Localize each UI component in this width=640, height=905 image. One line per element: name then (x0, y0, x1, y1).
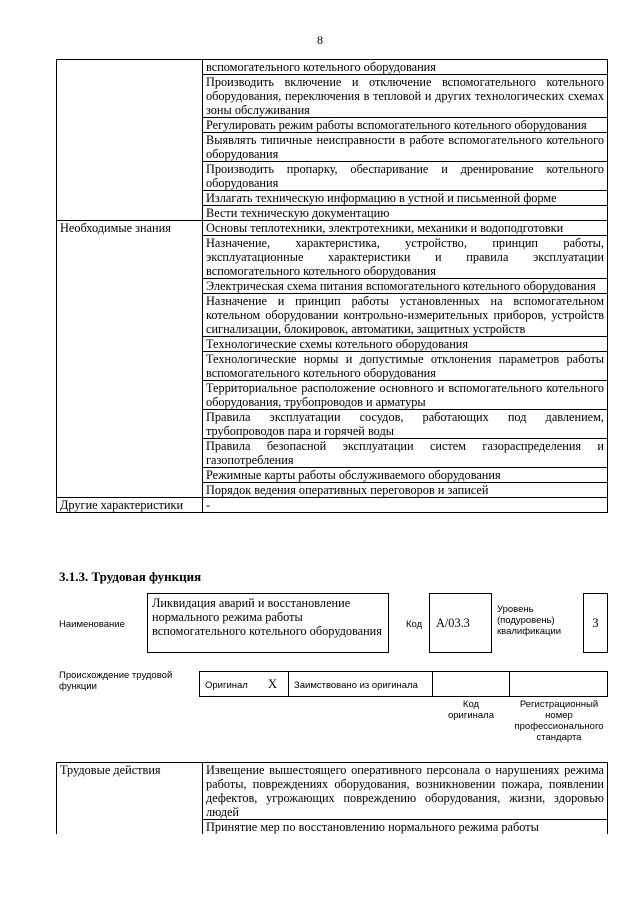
table-row (57, 763, 608, 820)
skills-row: Излагать техническую информацию в устной и письменной форме (203, 191, 608, 206)
reg-number-caption: Регистрационный номер профессионального стандарта (514, 699, 604, 743)
reg-number-cell (509, 671, 608, 697)
code-label: Код (406, 619, 423, 630)
skills-row: вспомогательного котельного оборудования (203, 60, 608, 75)
page-number: 8 (317, 33, 323, 47)
skills-row: Производить включение и отключение вспомогательного котельного оборудования, переключения в тепловой и других технологических схемах зоны обслуживания (203, 75, 608, 118)
code-value: A/03.3 (429, 593, 492, 653)
knowledge-row: Порядок ведения оперативных переговоров и записей (203, 483, 608, 498)
original-mark: X (268, 677, 278, 691)
original-label: Оригинал (205, 680, 248, 691)
action-row: Извещение вышестоящего оперативного персонала о нарушениях режима работы, повреждениях оборудования, возникновении пожара, появлении дефектов, угрожающих повреждению оборудования, жизни, здоровью людей (203, 763, 608, 820)
actions-table (56, 762, 608, 834)
knowledge-row: Технологические схемы котельного оборудования (203, 337, 608, 352)
name-label: Наименование (59, 619, 125, 630)
level-value: 3 (583, 593, 608, 653)
knowledge-label: Необходимые знания (57, 221, 203, 498)
skills-label-cell (57, 60, 203, 221)
actions-label: Трудовые действия (57, 763, 203, 835)
other-value: - (203, 498, 608, 513)
skills-row: Выявлять типичные неисправности в работе вспомогательного котельного оборудования (203, 133, 608, 162)
origin-label: Происхождение трудовой функции (59, 670, 173, 692)
section-title: 3.1.3. Трудовая функция (59, 569, 202, 584)
knowledge-row: Основы теплотехники, электротехники, механики и водоподготовки (203, 221, 608, 236)
table-row (57, 498, 608, 513)
skills-row: Вести техническую документацию (203, 206, 608, 221)
functions-table (56, 59, 608, 513)
skills-row: Производить пропарку, обеспаривание и дренирование котельного оборудования (203, 162, 608, 191)
borrowed-label: Заимствовано из оригинала (294, 680, 418, 691)
action-row: Принятие мер по восстановлению нормального режима работы (203, 820, 608, 835)
other-label: Другие характеристики (57, 498, 203, 513)
knowledge-row: Правила безопасной эксплуатации систем газораспределения и газопотребления (203, 439, 608, 468)
knowledge-row: Технологические нормы и допустимые отклонения параметров работы вспомогательного котельного оборудования (203, 352, 608, 381)
level-label: Уровень (подуровень) квалификации (497, 604, 562, 637)
knowledge-row: Назначение, характеристика, устройство, принцип работы, эксплуатационные характеристики и правила эксплуатации вспомогательного котельного оборудования (203, 236, 608, 279)
knowledge-row: Режимные карты работы обслуживаемого оборудования (203, 468, 608, 483)
table-row (57, 60, 608, 75)
knowledge-row: Правила эксплуатации сосудов, работающих под давлением, трубопроводов пара и горячей воды (203, 410, 608, 439)
name-value: Ликвидация аварий и восстановление нормального режима работы вспомогательного котельного оборудования (147, 593, 389, 653)
code-original-caption: Код оригинала (447, 699, 494, 721)
table-row (57, 221, 608, 236)
code-original-cell (432, 671, 510, 697)
knowledge-row: Электрическая схема питания вспомогательного котельного оборудования (203, 279, 608, 294)
knowledge-row: Назначение и принцип работы установленных на вспомогательном котельном оборудовании контрольно-измерительных приборов, устройств сигнализации, блокировок, автоматики, защитных устройств (203, 294, 608, 337)
knowledge-row: Территориальное расположение основного и вспомогательного котельного оборудования, трубопроводов и арматуры (203, 381, 608, 410)
skills-row: Регулировать режим работы вспомогательного котельного оборудования (203, 118, 608, 133)
